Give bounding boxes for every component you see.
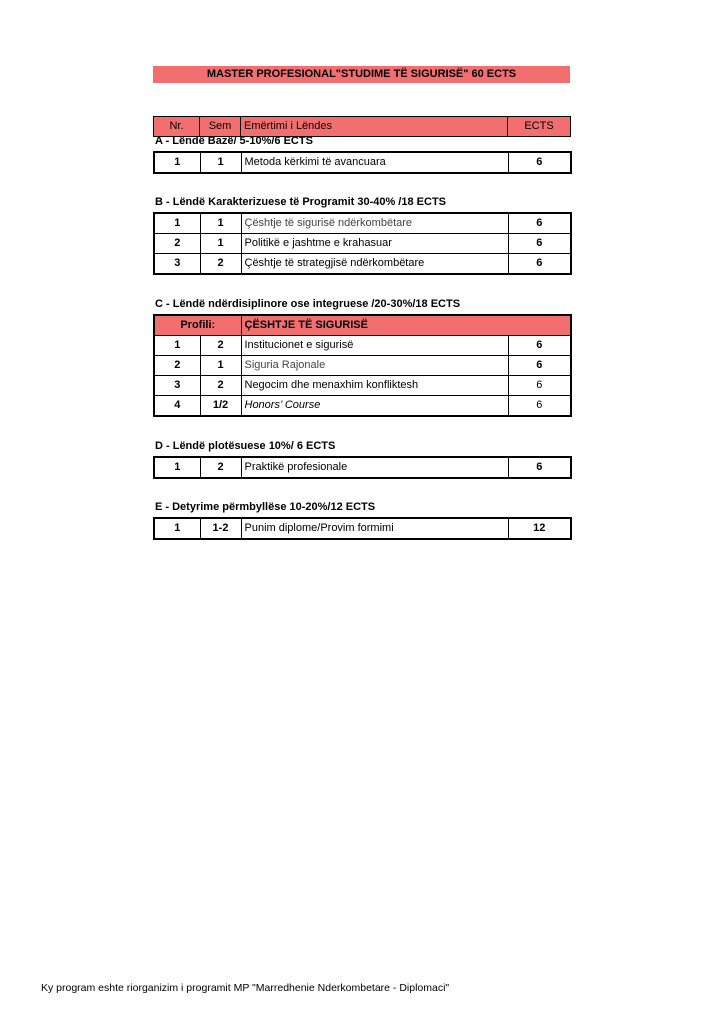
section-b-label: B - Lëndë Karakterizuese të Programit 30-40% /18 ECTS bbox=[155, 196, 446, 208]
table-row bbox=[154, 396, 571, 417]
row-sem: 1 bbox=[200, 152, 241, 173]
row-course-name: Çështje të strategjisë ndërkombëtare bbox=[241, 254, 508, 275]
row-ects: 6 bbox=[508, 152, 571, 173]
section-e-table bbox=[153, 517, 572, 540]
row-course-name: Honors’ Course bbox=[241, 396, 508, 417]
row-sem: 1 bbox=[200, 213, 241, 234]
row-nr: 1 bbox=[154, 152, 200, 173]
row-ects: 12 bbox=[508, 518, 571, 539]
page-title: MASTER PROFESIONAL"STUDIME TË SIGURISË" 60 ECTS bbox=[153, 66, 570, 83]
row-sem: 1 bbox=[200, 356, 241, 376]
header-nr: Nr. bbox=[154, 117, 200, 137]
row-sem: 2 bbox=[200, 376, 241, 396]
row-ects: 6 bbox=[508, 396, 571, 417]
row-course-name: Negocim dhe menaxhim konfliktesh bbox=[241, 376, 508, 396]
profile-row bbox=[154, 315, 571, 336]
section-b-table bbox=[153, 212, 572, 275]
row-sem: 1 bbox=[200, 234, 241, 254]
row-course-name: Praktikë profesionale bbox=[241, 457, 508, 478]
table-row bbox=[154, 518, 571, 539]
table-row bbox=[154, 234, 571, 254]
row-ects: 6 bbox=[508, 457, 571, 478]
profile-label: Profili: bbox=[154, 315, 241, 336]
row-ects: 6 bbox=[508, 356, 571, 376]
row-sem: 2 bbox=[200, 457, 241, 478]
row-ects: 6 bbox=[508, 213, 571, 234]
row-nr: 4 bbox=[154, 396, 200, 417]
row-ects: 6 bbox=[508, 376, 571, 396]
row-nr: 1 bbox=[154, 336, 200, 356]
header-sem: Sem bbox=[200, 117, 241, 137]
row-course-name: Politikë e jashtme e krahasuar bbox=[241, 234, 508, 254]
row-course-name: Metoda kërkimi të avancuara bbox=[241, 152, 508, 173]
table-row bbox=[154, 356, 571, 376]
section-d-table bbox=[153, 456, 572, 479]
row-nr: 1 bbox=[154, 213, 200, 234]
section-d-label: D - Lëndë plotësuese 10%/ 6 ECTS bbox=[155, 440, 336, 452]
row-nr: 3 bbox=[154, 254, 200, 275]
row-course-name: Punim diplome/Provim formimi bbox=[241, 518, 508, 539]
section-a-table bbox=[153, 151, 572, 174]
row-ects: 6 bbox=[508, 254, 571, 275]
section-a-label: A - Lëndë Bazë/ 5-10%/6 ECTS bbox=[155, 135, 313, 147]
row-course-name: Siguria Rajonale bbox=[241, 356, 508, 376]
row-course-name: Çështje të sigurisë ndërkombëtare bbox=[241, 213, 508, 234]
profile-name: ÇËSHTJE TË SIGURISË bbox=[241, 315, 571, 336]
header-ects: ECTS bbox=[508, 117, 571, 137]
section-c-label: C - Lëndë ndërdisiplinore ose integruese /20-30%/18 ECTS bbox=[155, 298, 461, 310]
table-row bbox=[154, 213, 571, 234]
row-sem: 1/2 bbox=[200, 396, 241, 417]
column-header-row bbox=[154, 117, 571, 137]
row-nr: 1 bbox=[154, 457, 200, 478]
row-sem: 1-2 bbox=[200, 518, 241, 539]
row-sem: 2 bbox=[200, 336, 241, 356]
table-row bbox=[154, 457, 571, 478]
section-e-label: E - Detyrime përmbyllëse 10-20%/12 ECTS bbox=[155, 501, 376, 513]
row-ects: 6 bbox=[508, 234, 571, 254]
row-course-name: Institucionet e sigurisë bbox=[241, 336, 508, 356]
table-row bbox=[154, 152, 571, 173]
row-nr: 2 bbox=[154, 234, 200, 254]
row-nr: 3 bbox=[154, 376, 200, 396]
header-name: Emërtimi i Lëndes bbox=[241, 117, 508, 137]
footer-note: Ky program eshte riorganizim i programit MP "Marredhenie Nderkombetare - Diplomaci" bbox=[41, 982, 450, 994]
section-c-table bbox=[153, 314, 572, 417]
table-row bbox=[154, 376, 571, 396]
row-nr: 1 bbox=[154, 518, 200, 539]
column-header-table bbox=[153, 116, 571, 137]
row-ects: 6 bbox=[508, 336, 571, 356]
table-row bbox=[154, 336, 571, 356]
table-row bbox=[154, 254, 571, 275]
row-nr: 2 bbox=[154, 356, 200, 376]
row-sem: 2 bbox=[200, 254, 241, 275]
